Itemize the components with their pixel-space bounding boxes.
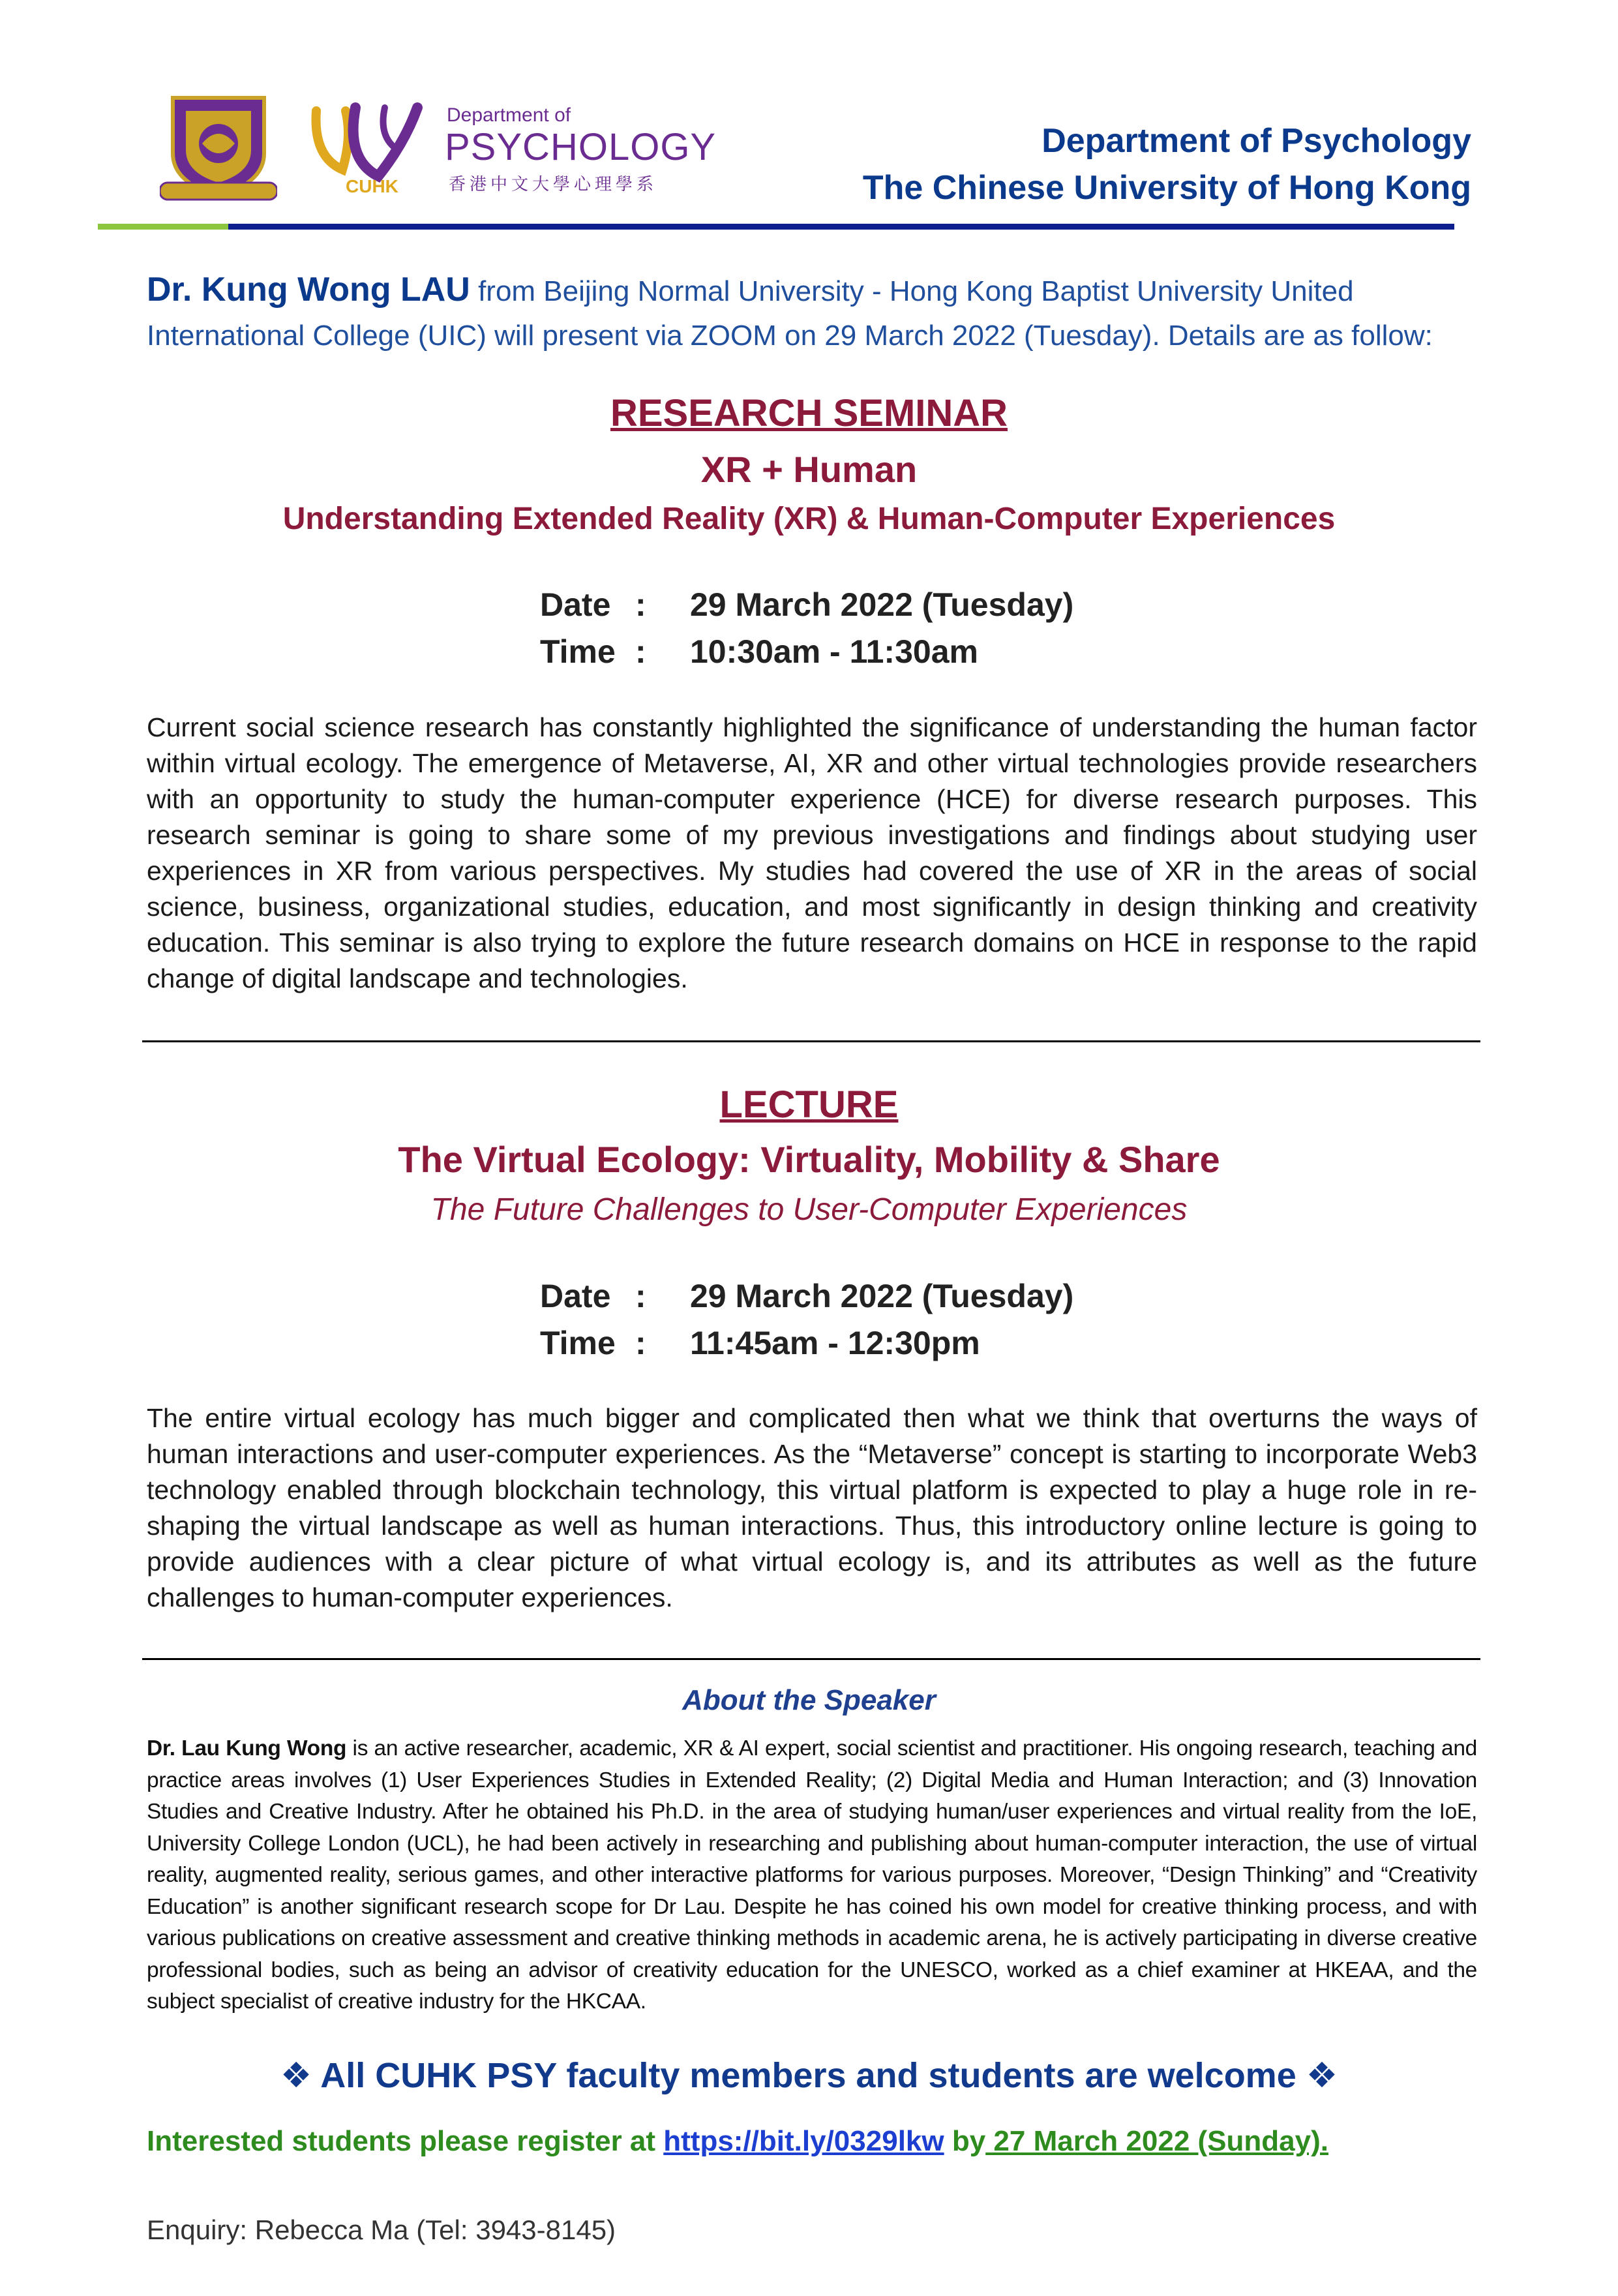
seminar-subtitle: Understanding Extended Reality (XR) & Human-Computer Experiences xyxy=(282,502,1336,536)
lecture-title: The Virtual Ecology: Virtuality, Mobility & Share xyxy=(398,1139,1220,1180)
seminar-date-label: Date xyxy=(540,586,611,623)
header-affiliation xyxy=(863,117,1471,211)
seminar-date-colon: : xyxy=(635,586,646,623)
seminar-heading: RESEARCH SEMINAR xyxy=(610,392,1008,434)
speaker-name: Dr. Kung Wong LAU xyxy=(147,271,470,309)
header-university: The Chinese University of Hong Kong xyxy=(862,169,1471,207)
seminar-abstract: Current social science research has constantly highlighted the significance of understanding the human factor within virtual ecology. The emergence of Metaverse, AI, XR and other virtual technologies provide researchers with an opportunity to study the human-computer experience (HCE) for diverse research purposes. This research seminar is going to share some of my previous investigations and findings about studying user experiences in XR from various perspectives. My studies had covered the use of XR in the areas of social science, business, organizational studies, education, and most significantly in design thinking and creativity education. This seminar is also trying to explore the future research domains on HCE in response to the rapid change of digital landscape and technologies. xyxy=(147,712,1477,993)
registration-line xyxy=(147,2125,1328,2158)
lecture-subtitle: The Future Challenges to User-Computer Experiences xyxy=(430,1192,1188,1227)
lecture-date-value: 29 March 2022 (Tuesday) xyxy=(690,1278,1074,1314)
speaker-bio xyxy=(147,1733,1477,2018)
header-department: Department of Psychology xyxy=(1041,122,1471,160)
section-divider xyxy=(142,1658,1480,1660)
logo-chinese-name: 香港中文大學心理學系 xyxy=(449,174,658,194)
intro-text: from Beijing Normal University - Hong Kong Baptist University United International College (UIC) will present via ZOOM on 29 March 2022 (Tuesday). Details are as follow: xyxy=(147,275,1433,352)
seminar-time-colon: : xyxy=(635,633,646,670)
header-rule-green xyxy=(98,224,228,230)
seminar-title: XR + Human xyxy=(700,449,918,490)
lecture-date-colon: : xyxy=(635,1278,646,1314)
bio-text: is an active researcher, academic, XR & AI expert, social scientist and practitioner. His ongoing research, teaching and practice areas involves (1) User Experiences Studies in Extended Reality; (2) Digital Media and Human Interaction; and (3) Innovation Studies and Creative Industry. After he obtained his Ph.D. in the area of studying human/user experiences and virtual reality from the IoE, University College London (UCL), he had been actively in researching and publishing about human-computer interaction, the use of virtual reality, augmented reality, serious games, and other interactive platforms for various purposes. Moreover, “Design Thinking” and “Creativity Education” is another significant research scope for Dr Lau. Despite he has coined his own model for creative thinking process, and with various publications on creative assessment and creative thinking methods in academic arena, he is actively participating in diverse creative professional bodies, such as being an advisor of creativity education for the UNESCO, worked as a chief examiner at HKEAA, and the subject specialist of creative industry for the HKCAA. xyxy=(147,1736,1477,2014)
seminar-time-value: 10:30am - 11:30am xyxy=(690,633,978,670)
register-by: by xyxy=(944,2125,986,2157)
register-prefix: Interested students please register at xyxy=(147,2125,664,2157)
header-rule-blue xyxy=(228,224,1454,230)
lecture-date-label: Date xyxy=(540,1278,611,1314)
enquiry-contact: Enquiry: Rebecca Ma (Tel: 3943-8145) xyxy=(147,2214,616,2245)
cuhk-wordmark: CUHK xyxy=(346,176,398,196)
register-deadline: 27 March 2022 (Sunday). xyxy=(985,2125,1328,2157)
logo-department-of: Department of xyxy=(447,104,571,126)
lecture-time-colon: : xyxy=(635,1325,646,1361)
lecture-time-label: Time xyxy=(540,1325,616,1361)
bio-speaker-name: Dr. Lau Kung Wong xyxy=(147,1736,347,1760)
intro-paragraph xyxy=(147,267,1477,358)
seminar-time-label: Time xyxy=(540,633,616,670)
welcome-banner: ❖ All CUHK PSY faculty members and students are welcome ❖ xyxy=(280,2056,1338,2095)
seminar-date-value: 29 March 2022 (Tuesday) xyxy=(690,586,1074,623)
about-heading: About the Speaker xyxy=(682,1684,936,1716)
lecture-heading: LECTURE xyxy=(719,1083,899,1126)
psychology-logo-mark xyxy=(307,98,437,196)
cuhk-crest-logo xyxy=(160,91,277,202)
registration-link[interactable]: https://bit.ly/0329lkw xyxy=(663,2125,944,2157)
logo-psychology: PSYCHOLOGY xyxy=(445,126,717,168)
lecture-abstract: The entire virtual ecology has much bigger and complicated then what we think that overturns the ways of human interactions and user-computer experiences. As the “Metaverse” concept is starting to incorporate Web3 technology enabled through blockchain technology, this virtual platform is expected to play a huge role in re-shaping the virtual landscape as well as human interactions. Thus, this introductory online lecture is going to provide audiences with a clear picture of what virtual ecology is, and its attributes as well as the future challenges to human-computer experiences. xyxy=(147,1403,1477,1612)
lecture-time-value: 11:45am - 12:30pm xyxy=(690,1325,980,1361)
section-divider xyxy=(142,1040,1480,1042)
